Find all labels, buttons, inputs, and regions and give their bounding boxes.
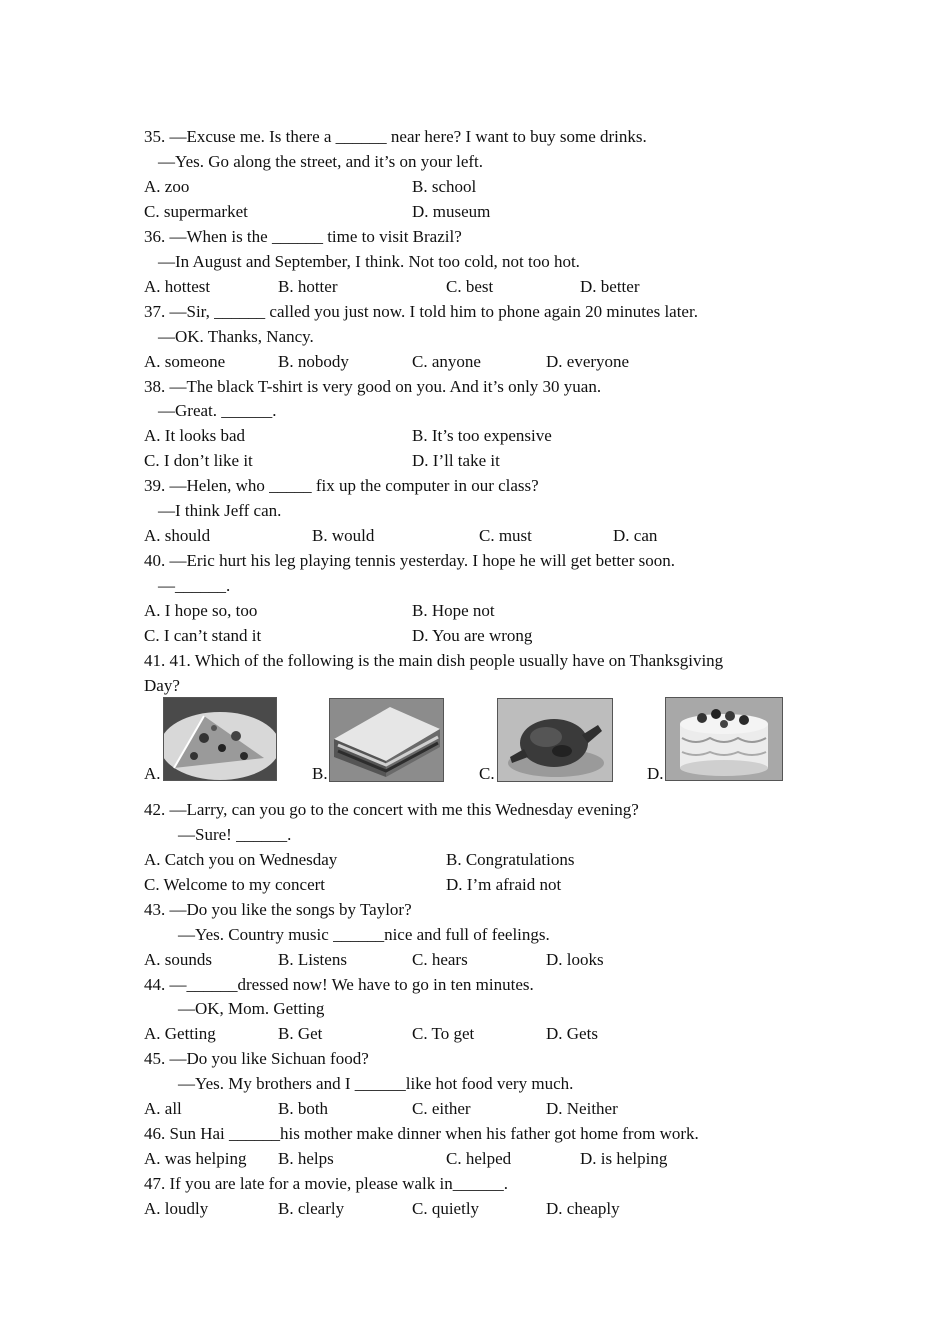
- q44-option-c: C. To get: [412, 1024, 475, 1043]
- q38-option-b: B. It’s too expensive: [412, 426, 552, 445]
- q40-reply: —______.: [158, 576, 231, 595]
- q47-option-b: B. clearly: [278, 1199, 345, 1218]
- q38-option-c: C. I don’t like it: [144, 451, 253, 470]
- q46-option-d: D. is helping: [580, 1149, 668, 1168]
- q35-option-b: B. school: [412, 177, 477, 196]
- q43-stem: 43. —Do you like the songs by Taylor?: [144, 900, 412, 919]
- q40-option-a: A. I hope so, too: [144, 601, 258, 620]
- q43-option-a: A. sounds: [144, 950, 213, 969]
- q37-option-a: A. someone: [144, 352, 226, 371]
- q45-option-c: C. either: [412, 1099, 471, 1118]
- q42-option-c: C. Welcome to my concert: [144, 875, 326, 894]
- q35-reply: —Yes. Go along the street, and it’s on your left.: [158, 152, 484, 171]
- q45-option-a: A. all: [144, 1099, 182, 1118]
- q37-option-d: D. everyone: [546, 352, 630, 371]
- q35-option-a: A. zoo: [144, 177, 190, 196]
- q37-stem: 37. —Sir, ______ called you just now. I told him to phone again 20 minutes later.: [144, 302, 698, 321]
- q38-stem: 38. —The black T-shirt is very good on you. And it’s only 30 yuan.: [144, 377, 602, 396]
- q44-option-a: A. Getting: [144, 1024, 216, 1043]
- q38-reply: —Great. ______.: [158, 401, 277, 420]
- q40-option-c: C. I can’t stand it: [144, 626, 262, 645]
- q36-option-b: B. hotter: [278, 277, 338, 296]
- q45-option-b: B. both: [278, 1099, 329, 1118]
- q45-stem: 45. —Do you like Sichuan food?: [144, 1049, 369, 1068]
- q46-option-a: A. was helping: [144, 1149, 247, 1168]
- sandwich-image: [329, 698, 444, 782]
- q37-reply: —OK. Thanks, Nancy.: [158, 327, 314, 346]
- q36-reply: —In August and September, I think. Not too cold, not too hot.: [158, 252, 580, 271]
- q41-option-d-label: D.: [647, 764, 664, 783]
- q47-stem: 47. If you are late for a movie, please walk in______.: [144, 1174, 508, 1193]
- cake-image: [665, 697, 783, 781]
- q39-option-a: A. should: [144, 526, 211, 545]
- q36-option-c: C. best: [446, 277, 494, 296]
- q44-reply: —OK, Mom. Getting: [178, 999, 325, 1018]
- q39-stem: 39. —Helen, who _____ fix up the computer in our class?: [144, 476, 539, 495]
- q43-option-c: C. hears: [412, 950, 468, 969]
- q44-option-b: B. Get: [278, 1024, 323, 1043]
- q35-option-c: C. supermarket: [144, 202, 248, 221]
- q39-reply: —I think Jeff can.: [158, 501, 282, 520]
- q43-option-b: B. Listens: [278, 950, 347, 969]
- q46-option-b: B. helps: [278, 1149, 334, 1168]
- q35-stem: 35. —Excuse me. Is there a ______ near here? I want to buy some drinks.: [144, 127, 647, 146]
- q42-reply: —Sure! ______.: [178, 825, 292, 844]
- q42-option-d: D. I’m afraid not: [446, 875, 562, 894]
- q35-option-d: D. museum: [412, 202, 491, 221]
- q39-option-c: C. must: [479, 526, 532, 545]
- pizza-image: [163, 697, 277, 781]
- q44-option-d: D. Gets: [546, 1024, 598, 1043]
- q39-option-b: B. would: [312, 526, 375, 545]
- q47-option-a: A. loudly: [144, 1199, 209, 1218]
- q42-stem: 42. —Larry, can you go to the concert with me this Wednesday evening?: [144, 800, 639, 819]
- q36-option-d: D. better: [580, 277, 640, 296]
- q40-option-d: D. You are wrong: [412, 626, 533, 645]
- q36-option-a: A. hottest: [144, 277, 211, 296]
- q45-reply: —Yes. My brothers and I ______like hot food very much.: [178, 1074, 574, 1093]
- q41-option-b-label: B.: [312, 764, 328, 783]
- q44-stem: 44. —______dressed now! We have to go in ten minutes.: [144, 975, 534, 994]
- q45-option-d: D. Neither: [546, 1099, 618, 1118]
- q36-stem: 36. —When is the ______ time to visit Brazil?: [144, 227, 462, 246]
- q40-stem: 40. —Eric hurt his leg playing tennis yesterday. I hope he will get better soon.: [144, 551, 675, 570]
- q43-option-d: D. looks: [546, 950, 604, 969]
- q41-option-a-label: A.: [144, 764, 161, 783]
- q42-option-a: A. Catch you on Wednesday: [144, 850, 338, 869]
- q37-option-c: C. anyone: [412, 352, 481, 371]
- q43-reply: —Yes. Country music ______nice and full of feelings.: [178, 925, 550, 944]
- roast-turkey-image: [497, 698, 613, 782]
- q39-option-d: D. can: [613, 526, 658, 545]
- q42-option-b: B. Congratulations: [446, 850, 575, 869]
- q47-option-c: C. quietly: [412, 1199, 480, 1218]
- q37-option-b: B. nobody: [278, 352, 349, 371]
- q38-option-d: D. I’ll take it: [412, 451, 500, 470]
- q47-option-d: D. cheaply: [546, 1199, 620, 1218]
- q41-stem-cont: Day?: [144, 676, 180, 695]
- q40-option-b: B. Hope not: [412, 601, 495, 620]
- q46-stem: 46. Sun Hai ______his mother make dinner when his father got home from work.: [144, 1124, 699, 1143]
- q38-option-a: A. It looks bad: [144, 426, 246, 445]
- q46-option-c: C. helped: [446, 1149, 512, 1168]
- q41-stem: 41. 41. Which of the following is the main dish people usually have on Thanksgiving: [144, 651, 724, 670]
- q41-option-c-label: C.: [479, 764, 495, 783]
